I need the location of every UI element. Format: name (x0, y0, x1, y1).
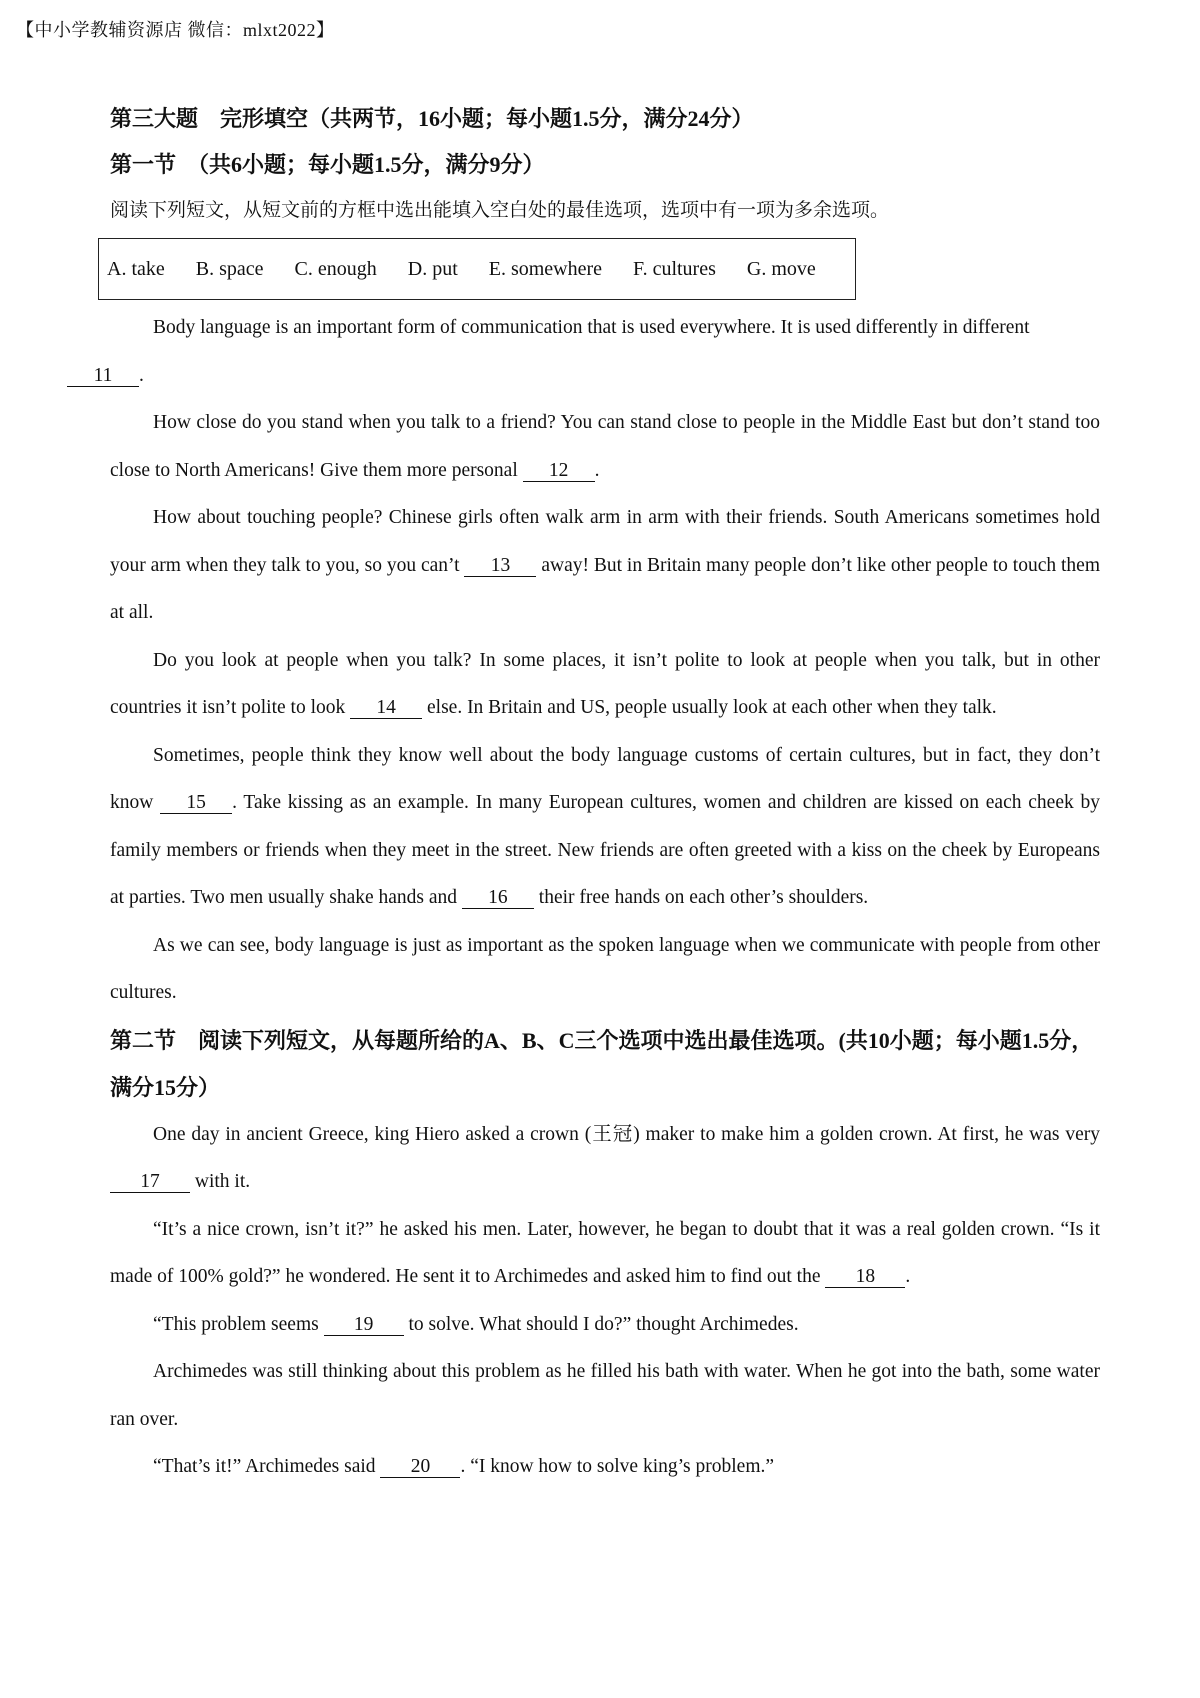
option-a: A. take (107, 257, 165, 280)
text: their free hands on each other’s shoulders. (533, 887, 869, 908)
passage2-paragraph (110, 1111, 1100, 1206)
text: Sometimes, people think they know well about the body language customs of certain cultures, but in fact, they don’t know (110, 744, 1100, 813)
blank-17: 17 (110, 1172, 190, 1193)
text: . (905, 1266, 911, 1287)
option-d: D. put (407, 257, 458, 280)
blank-19: 19 (324, 1315, 404, 1336)
option-g: G. move (746, 257, 816, 280)
passage2-paragraph: Archimedes was still thinking about this problem as he filled his bath with water. When he got into the bath, some water ran over. (110, 1361, 1100, 1430)
text: Do you look at people when you talk? In some places, it isn’t polite to look at people when you talk, but in other countries it isn’t polite to look (110, 649, 1100, 718)
text: . Take kissing as an example. In many European cultures, women and children are kissed on each cheek by family members or friends when they meet in the street. New friends are often greeted with a kiss on the cheek by Europeans at parties. Two men usually shake hands and (110, 792, 1100, 908)
option-f: F. cultures (633, 257, 716, 280)
passage1-paragraph (110, 494, 1100, 637)
text: . (139, 364, 144, 386)
text: away! But in Britain many people don’t like other people to touch them at all. (110, 554, 1100, 623)
section1-title: 第一节 （共6小题；每小题1.5分，满分9分） (110, 152, 545, 177)
passage1-paragraph: As we can see, body language is just as important as the spoken language when we communicate with people from other cultures. (110, 934, 1100, 1003)
text: How close do you stand when you talk to a friend? You can stand close to people in the Middle East but don’t stand too close to North Americans! Give them more personal (110, 412, 1100, 481)
option-c: C. enough (294, 257, 377, 280)
passage2-paragraph (110, 1206, 1100, 1301)
text: One day in ancient Greece, king Hiero asked a crown (王冠) maker to make him a golden crown. At first, he was very (153, 1123, 1100, 1145)
text: . (594, 459, 600, 481)
passage1-paragraph (110, 732, 1100, 922)
text: “It’s a nice crown, isn’t it?” he asked his men. Later, however, he began to doubt that it was a real golden crown. “Is it made of 100% gold?” he wondered. He sent it to Archimedes and asked him to find out the (110, 1218, 1100, 1287)
blank-12: 12 (523, 461, 595, 482)
blank-20: 20 (380, 1457, 460, 1478)
text: . “I know how to solve king’s problem.” (460, 1456, 775, 1477)
passage2-paragraph (110, 1443, 1100, 1491)
blank-18: 18 (825, 1267, 905, 1288)
section1-instruction: 阅读下列短文，从短文前的方框中选出能填入空白处的最佳选项，选项中有一项为多余选项。 (110, 200, 890, 221)
text: Body language is an important form of communication that is used everywhere. It is used differently in different (153, 317, 1030, 338)
option-e: E. somewhere (488, 257, 603, 280)
text: “This problem seems (153, 1313, 324, 1335)
text: else. In Britain and US, people usually look at each other when they talk. (422, 697, 997, 718)
part3-title: 第三大题 完形填空（共两节，16小题；每小题1.5分，满分24分） (110, 106, 754, 131)
text: How about touching people? Chinese girls often walk arm in arm with their friends. South Americans sometimes hold your arm when they talk to you, so you can’t (110, 507, 1100, 576)
text: with it. (190, 1171, 251, 1192)
passage1-paragraph (93, 304, 1100, 399)
text: to solve. What should I do?” thought Archimedes. (403, 1313, 799, 1335)
section2-title: 第二节 阅读下列短文，从每题所给的A、B、C三个选项中选出最佳选项。(共10小题；每小题1.5分，满分15分） (110, 1027, 1094, 1100)
blank-13: 13 (464, 556, 536, 577)
passage2-paragraph (110, 1301, 1100, 1349)
text: “That’s it!” Archimedes said (153, 1456, 381, 1477)
passage1-paragraph (110, 637, 1100, 732)
option-b: B. space (195, 257, 264, 280)
watermark: 【中小学教辅资源店 微信：mlxt2022】 (16, 20, 335, 40)
passage1-paragraph (110, 399, 1100, 494)
document-body (93, 96, 1100, 1491)
blank-15: 15 (160, 793, 232, 814)
blank-16: 16 (462, 888, 534, 909)
options-box (98, 238, 856, 300)
blank-14: 14 (350, 698, 422, 719)
blank-11: 11 (67, 366, 139, 387)
